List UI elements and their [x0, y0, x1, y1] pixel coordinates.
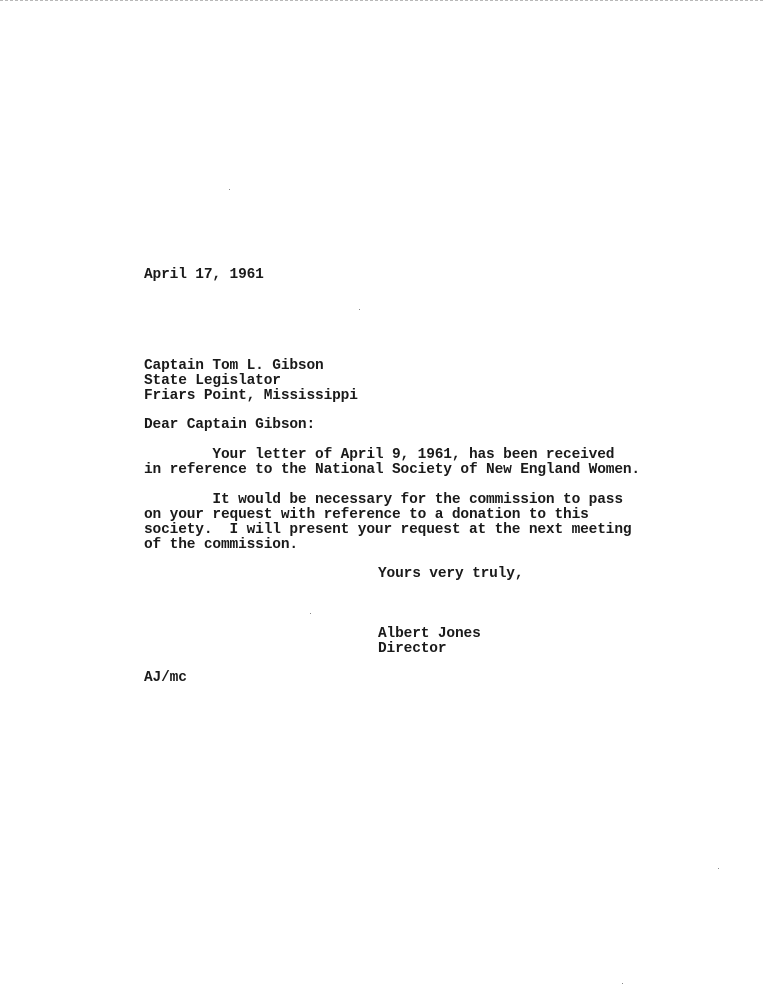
reference-initials: AJ/mc	[144, 670, 187, 686]
paper-speck	[229, 189, 230, 190]
body-paragraph-1-line-2: in reference to the National Society of New England Women.	[144, 462, 640, 478]
paper-speck	[622, 983, 623, 984]
paper-speck	[310, 613, 311, 614]
paper-speck	[718, 868, 719, 869]
signer-title: Director	[378, 641, 447, 657]
body-paragraph-2-line-1: It would be necessary for the commission to pass	[144, 492, 623, 508]
body-paragraph-2-line-3: society. I will present your request at the next meeting	[144, 522, 632, 538]
salutation: Dear Captain Gibson:	[144, 417, 316, 433]
recipient-location: Friars Point, Mississippi	[144, 388, 358, 404]
body-paragraph-2-line-4: of the commission.	[144, 537, 298, 553]
recipient-name: Captain Tom L. Gibson	[144, 358, 324, 374]
signer-name: Albert Jones	[378, 626, 481, 642]
body-paragraph-2-line-2: on your request with reference to a donation to this	[144, 507, 589, 523]
recipient-title: State Legislator	[144, 373, 281, 389]
body-paragraph-1-line-1: Your letter of April 9, 1961, has been received	[144, 447, 615, 463]
complimentary-closing: Yours very truly,	[378, 566, 524, 582]
paper-speck	[359, 309, 360, 310]
letter-date: April 17, 1961	[144, 267, 264, 283]
